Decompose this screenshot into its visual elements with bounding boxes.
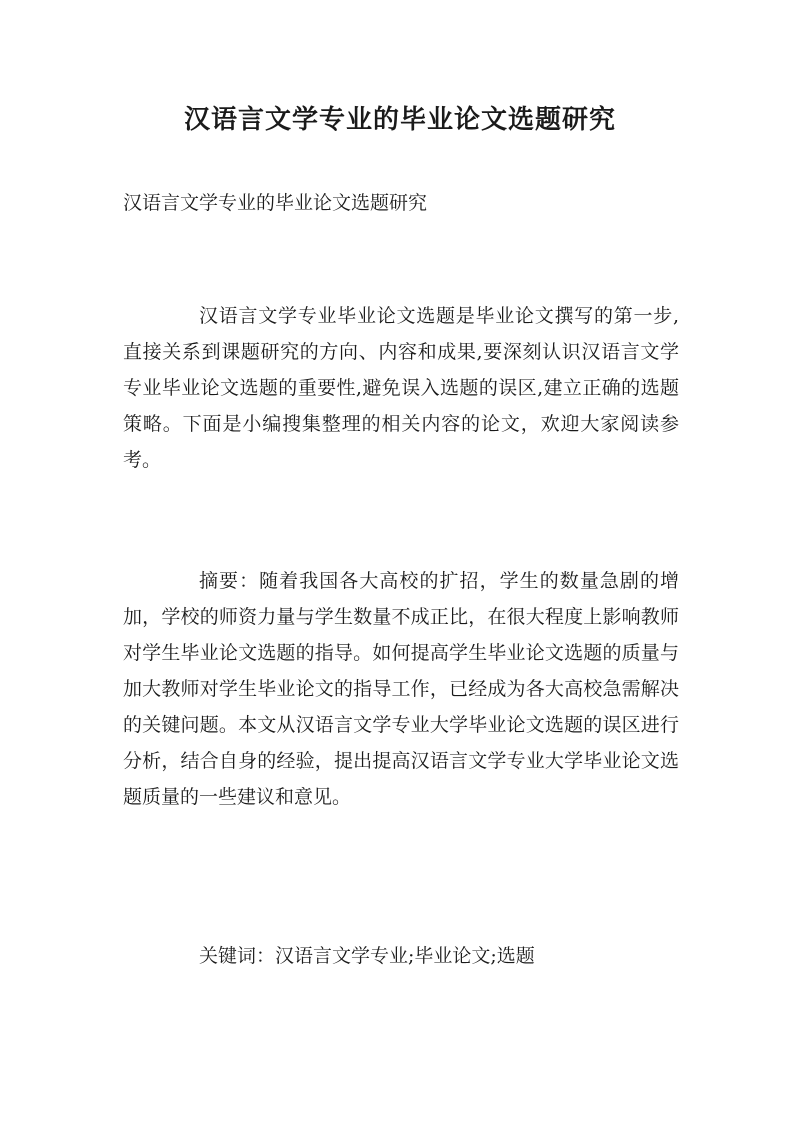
page-title: 汉语言文学专业的毕业论文选题研究 xyxy=(183,105,616,135)
abstract-paragraph: 摘要：随着我国各大高校的扩招，学生的数量急剧的增加，学校的师资力量与学生数量不成正比，在很大程度上影响教师对学生毕业论文选题的指导。如何提高学生毕业论文选题的质量与加大教师对学生毕业论文的指导工作，已经成为各大高校急需解决的关键问题。本文从汉语言文学专业大学毕业论文选题的误区进行分析，结合自身的经验，提出提高汉语言文学专业大学毕业论文选题质量的一些建议和意见。 xyxy=(123,570,679,808)
keywords-paragraph: 关键词：汉语言文学专业;毕业论文;选题 xyxy=(199,945,535,967)
intro-paragraph: 汉语言文学专业毕业论文选题是毕业论文撰写的第一步,直接关系到课题研究的方向、内容和成果,要深刻认识汉语言文学专业毕业论文选题的重要性,避免误入选题的误区,建立正确的选题策略。下面是小编搜集整理的相关内容的论文，欢迎大家阅读参考。 xyxy=(123,305,679,471)
document-subtitle: 汉语言文学专业的毕业论文选题研究 xyxy=(123,192,428,214)
